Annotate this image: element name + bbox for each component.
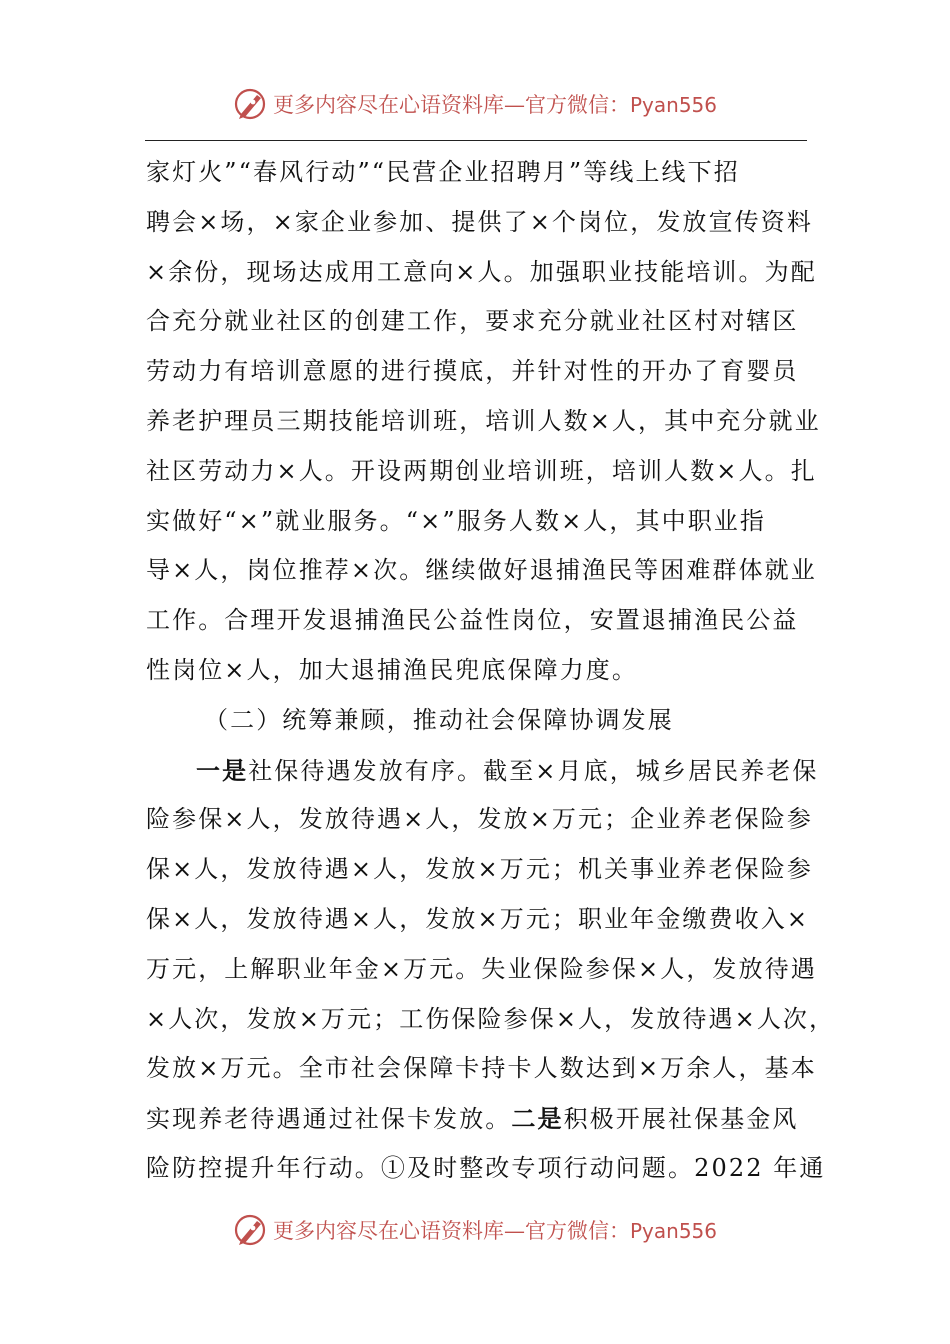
paragraph-social-security <box>146 746 836 1194</box>
text-line: 发放×万元。全市社会保障卡持卡人数达到×万余人，基本 <box>146 1054 817 1083</box>
wechat-id: Pyan556 <box>629 93 717 117</box>
text-line: 性岗位×人，加大退捕渔民兜底保障力度。 <box>146 655 639 684</box>
pen-logo-icon <box>233 1212 269 1248</box>
text-line: 聘会×场，×家企业参加、提供了×个岗位，发放宣传资料 <box>146 207 813 236</box>
text-line: ×余份，现场达成用工意向×人。加强职业技能培训。为配 <box>146 257 817 286</box>
header-rule <box>145 140 807 141</box>
text-line: 保×人，发放待遇×人，发放×万元；职业年金缴费收入× <box>146 904 810 933</box>
text-line: 险防控提升年行动。①及时整改专项行动问题。2022 年通 <box>146 1153 826 1182</box>
footer-banner <box>0 1208 950 1252</box>
text-line: 一是社保待遇发放有序。截至×月底，城乡居民养老保 <box>196 755 819 785</box>
wechat-id: Pyan556 <box>629 1219 717 1243</box>
text-line: ×人次，发放×万元；工伤保险参保×人，发放待遇×人次， <box>146 1004 836 1033</box>
text-line: 实现养老待遇通过社保卡发放。二是积极开展社保基金风 <box>146 1104 799 1134</box>
paragraph-employment <box>146 148 821 696</box>
text-line: 养老护理员三期技能培训班，培训人数×人，其中充分就业 <box>146 406 821 435</box>
text-line: 工作。合理开发退捕渔民公益性岗位，安置退捕渔民公益 <box>146 606 799 635</box>
heading-text: （二）统筹兼顾，推动社会保障协调发展 <box>204 705 674 734</box>
text-line: 家灯火”“春风行动”“民营企业招聘月”等线上线下招 <box>146 158 740 186</box>
section-heading <box>146 696 808 746</box>
text-line: 导×人，岗位推荐×次。继续做好退捕渔民等困难群体就业 <box>146 556 817 585</box>
text-line: 社区劳动力×人。开设两期创业培训班，培训人数×人。扎 <box>146 456 817 485</box>
text-line: 合充分就业社区的创建工作，要求充分就业社区村对辖区 <box>146 307 799 336</box>
text-line: 实做好“×”就业服务。“×”服务人数×人，其中职业指 <box>146 506 767 535</box>
header-banner <box>0 82 950 126</box>
bold-lead: 二是 <box>511 1104 564 1134</box>
banner-text: 更多内容尽在心语资料库—官方微信：Pyan556 <box>272 1219 717 1243</box>
text-line: 保×人，发放待遇×人，发放×万元；机关事业养老保险参 <box>146 855 813 884</box>
document-body <box>146 148 836 1194</box>
banner-text: 更多内容尽在心语资料库—官方微信：Pyan556 <box>272 93 717 117</box>
text-line: 劳动力有培训意愿的进行摸底，并针对性的开办了育婴员 <box>146 357 799 386</box>
bold-lead: 一是 <box>196 755 249 785</box>
text-line: 万元，上解职业年金×万元。失业保险参保×人，发放待遇 <box>146 954 817 983</box>
text-line: 险参保×人，发放待遇×人，发放×万元；企业养老保险参 <box>146 805 813 834</box>
pen-logo-icon <box>233 86 269 122</box>
